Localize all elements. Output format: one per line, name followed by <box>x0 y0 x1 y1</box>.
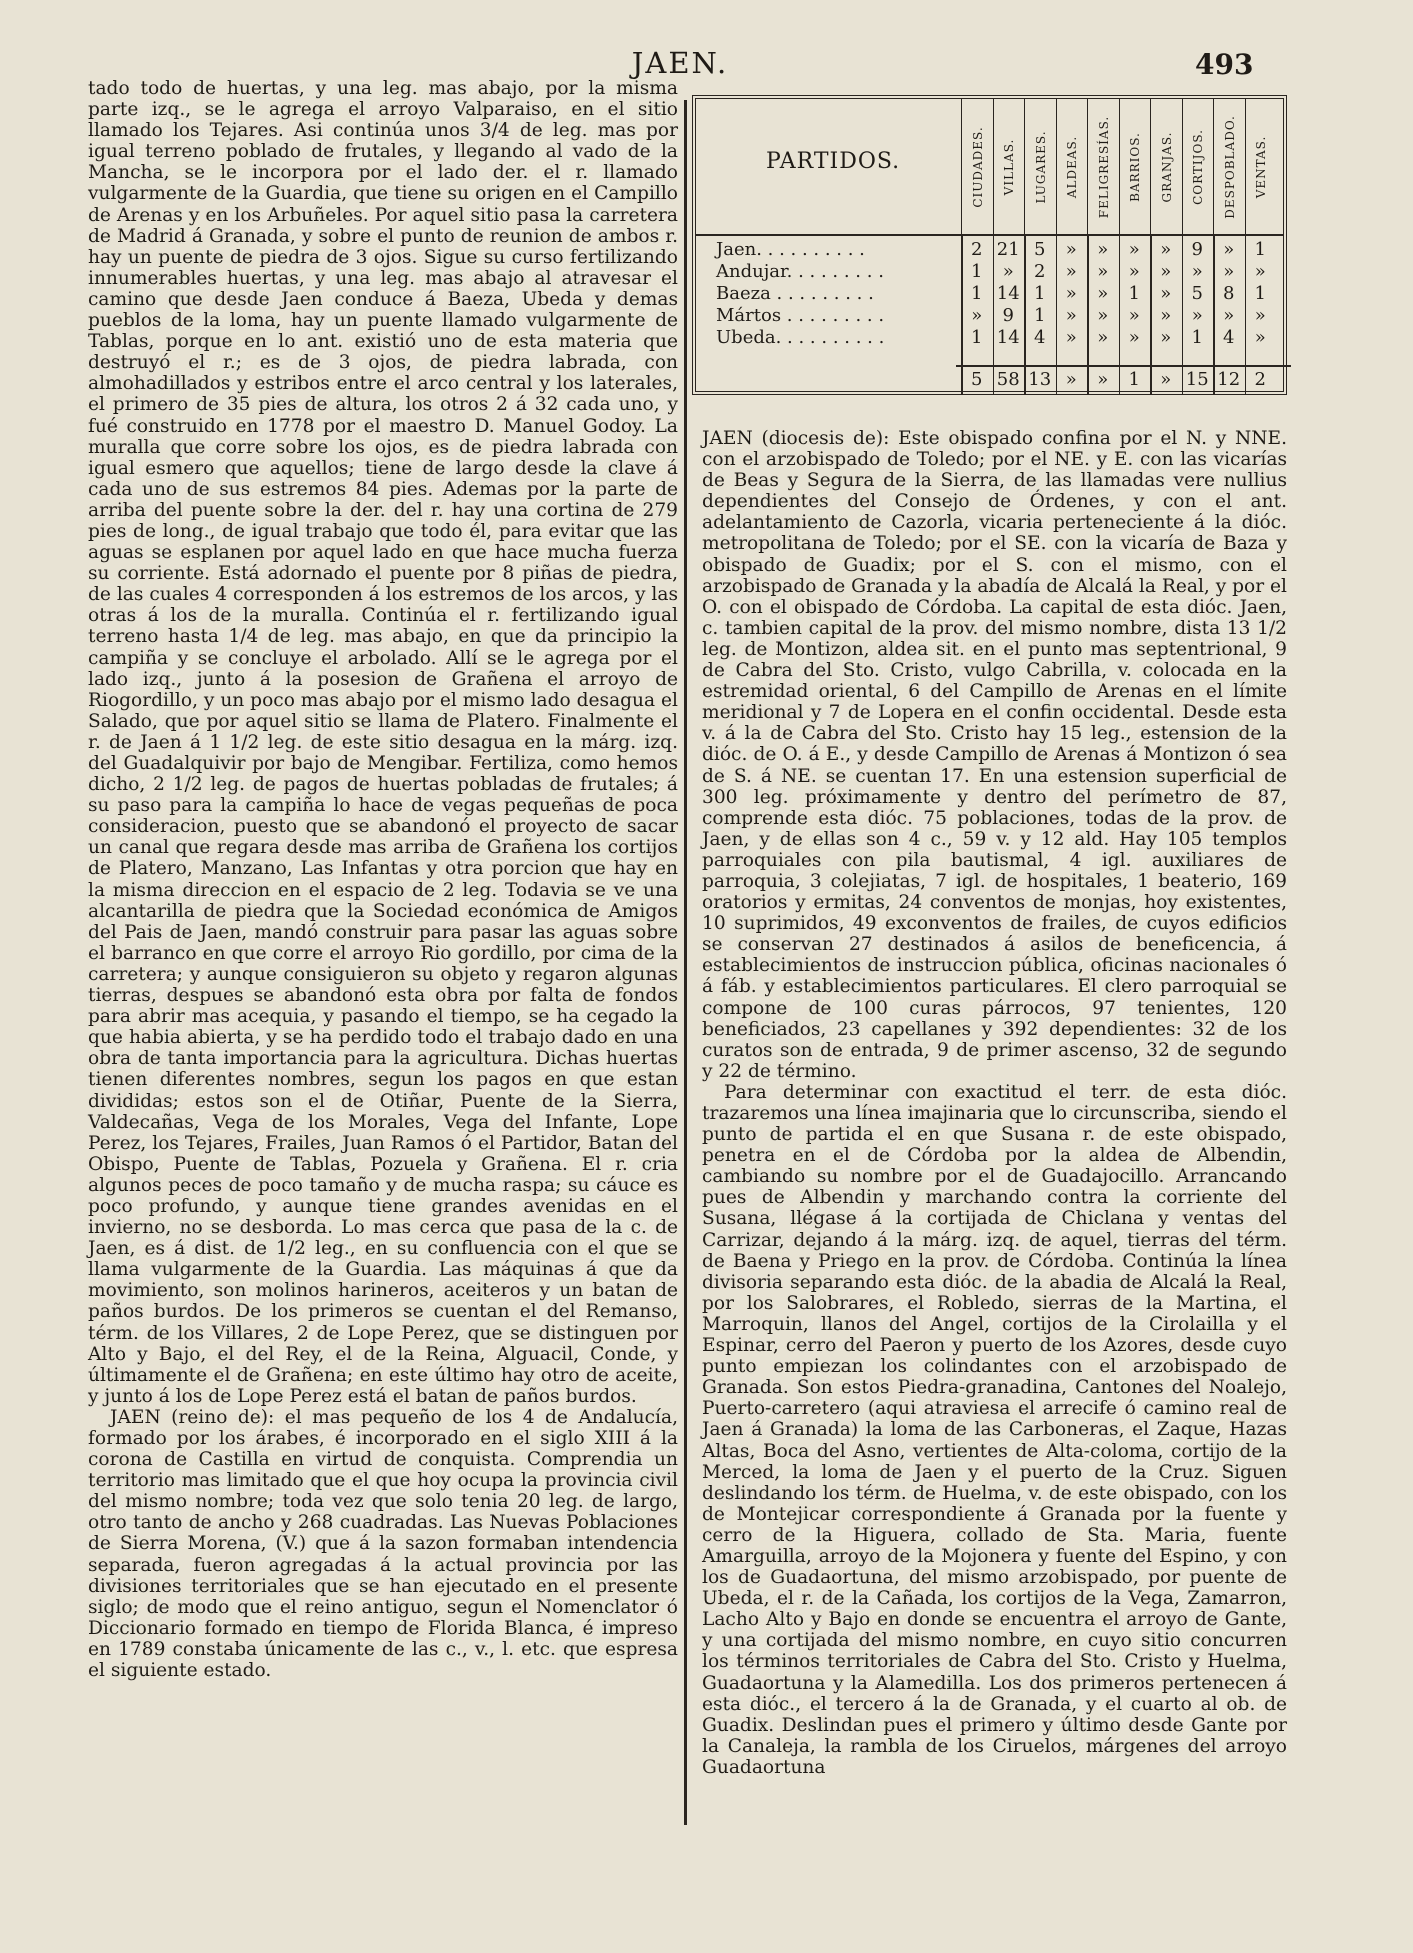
table-cell: » <box>1160 305 1172 326</box>
table-cell: 1 <box>971 261 983 282</box>
right-paragraph-1: JAEN (diocesis de): Este obispado confina por el N. y NNE. con el arzobispado de Toledo; por el NE. y E. con las vicarías de Beas y Segura de la Sierra, de las llamadas vere nullius dependientes del Consejo de Órdenes, y con el ant. adelantamiento de Cazorla, vicaria perteneciente á la dióc. metropolitana de Toledo; por el SE. con la vicaría de Baza y obispado de Guadix; por el S. con el mismo, con el arzobispado de Granada y la abadía de Alcalá la Real, y por el O. con el obispado de Córdoba. La capital de esta dióc. Jaen, c. tambien capital de la prov. del mismo nombre, dista 13 1/2 leg. de Montizon, aldea sit. en el punto mas septentrional, 9 de Cabra del Sto. Cristo, vulgo Cabrilla, v. colocada en la estremidad oriental, 6 del Campillo de Arenas en el límite meridional y 7 de Lopera en el confin occidental. Desde esta v. á la de Cabra del Sto. Cristo hay 15 leg., estension de la dióc. de O. á E., y desde Campillo de Arenas á Montizon ó sea de S. á NE. se cuentan 17. En una estension superficial de 300 leg. próximamente y dentro del perímetro de 87, comprende esta dióc. 75 poblaciones, todas de la prov. de Jaen, y de ellas son 4 c., 59 v. y 12 ald. Hay 105 templos parroquiales con pila bautismal, 4 igl. auxiliares de parroquia, 3 colejiatas, 7 igl. de hospitales, 1 beaterio, 169 oratorios y ermitas, 24 conventos de monjas, hoy existentes, 10 suprimidos, 49 exconventos de frailes, de cuyos edificios se conservan 27 destinados á asilos de beneficencia, á establecimientos de instruccion pública, oficinas nacionales ó á fáb. y establecimientos particulares. El clero parroquial se compone de 100 curas párrocos, 97 tenientes, 120 beneficiados, 23 capellanes y 392 dependientes: 32 de los curatos son de entrada, 9 de primer ascenso, 32 de segundo y 22 de término. <box>702 428 1287 1082</box>
column-header <box>1087 99 1120 234</box>
table-cell: » <box>1223 305 1235 326</box>
total-cell: 5 <box>971 369 983 390</box>
table-cell: » <box>1097 239 1109 260</box>
column-header-label: FELIGRESÍAS. <box>1096 115 1111 218</box>
right-paragraph-2: Para determinar con exactitud el terr. de esta dióc. trazaremos una línea imajinaria que lo circunscriba, siendo el punto de partida el en que Susana r. de este obispado, penetra en el de Córdoba por la aldea de Albendin, cambiando su nombre por el de Guadajocillo. Arrancando pues de Albendin y marchando contra la corriente del Susana, llégase á la cortijada de Chiclana y ventas del Carrizar, dejando á la márg. izq. de aquel, tierras del térm. de Baena y Priego en la prov. de Córdoba. Continúa la línea divisoria separando esta dióc. de la abadia de Alcalá la Real, por los Salobrares, el Robledo, sierras de la Martina, el Marroquin, llanos del Angel, cortijos de la Cirolailla y el Espinar, cerro del Paeron y puerto de los Azores, desde cuyo punto empiezan los colindantes con el arzobispado de Granada. Son estos Piedra-granadina, Cantones del Noalejo, Puerto-carretero (aqui atraviesa el arrecife ó camino real de Jaen á Granada) la loma de las Carboneras, el Zaque, Hazas Altas, Boca del Asno, vertientes de Alta-coloma, cortijo de la Merced, la loma de Jaen y el puerto de la Cruz. Siguen deslindando los térm. de Huelma, v. de este obispado, con los de Montejicar correspondiente á Granada por la fuente y cerro de la Higuera, collado de Sta. Maria, fuente Amarguilla, arroyo de la Mojonera y fuente del Espino, y con los de Guadaortuna, del mismo arzobispado, por puente de Ubeda, el r. de la Cañada, los cortijos de la Vega, Zamarron, Lacho Alto y Bajo en donde se encuentra el arroyo de Gante, y una cortijada del mismo nombre, en cuyo sitio concurren los términos territoriales de Cabra del Sto. Cristo y Huelma, Guadaortuna y la Alamedilla. Los dos primeros pertenecen á esta dióc., el tercero á la de Granada, y el cuarto al ob. de Guadix. Deslindan pues el primero y último desde Gante por la Canaleja, la rambla de los Ciruelos, márgenes del arroyo Guadaortuna <box>702 1081 1287 1778</box>
column-header <box>1119 99 1152 234</box>
table-cell: 21 <box>996 239 1020 260</box>
totals-row <box>696 369 1283 389</box>
table-cell: » <box>1065 261 1077 282</box>
table-cell: 4 <box>1223 327 1235 348</box>
row-name: Mártos . . . . . . . . . <box>716 305 885 326</box>
total-cell: 58 <box>996 369 1020 390</box>
total-cell: 15 <box>1185 369 1209 390</box>
table-cell: » <box>1128 261 1140 282</box>
total-cell: 1 <box>1128 369 1140 390</box>
table-cell: 1 <box>1034 283 1046 304</box>
table-cell: » <box>1128 239 1140 260</box>
table-cell: » <box>1254 305 1266 326</box>
table-row <box>696 305 1283 325</box>
table-cell: » <box>1065 305 1077 326</box>
table-cell: » <box>1191 261 1203 282</box>
column-header <box>1024 99 1057 234</box>
table-cell: » <box>1002 261 1014 282</box>
table-cell: » <box>1254 261 1266 282</box>
column-header-label: LUGARES. <box>1033 129 1048 204</box>
column-header-label: CIUDADES. <box>970 125 985 208</box>
table-cell: 14 <box>996 283 1020 304</box>
right-column <box>702 428 1287 1778</box>
table-cell: » <box>1097 305 1109 326</box>
table-cell: 1 <box>1254 283 1266 304</box>
page-number: 493 <box>1195 48 1254 81</box>
column-header-label: CORTIJOS. <box>1191 128 1206 205</box>
column-header-label: VILLAS. <box>1002 138 1017 195</box>
table-row <box>696 261 1283 281</box>
totals-rule <box>956 365 1291 367</box>
table-cell: » <box>1160 261 1172 282</box>
row-name: Jaen. . . . . . . . . . <box>716 239 865 260</box>
table-cell: 5 <box>1191 283 1203 304</box>
table-cell: » <box>1128 327 1140 348</box>
column-header-label: DESPOBLADO. <box>1222 114 1237 219</box>
table-cell: 1 <box>1034 305 1046 326</box>
table-cell: 1 <box>971 283 983 304</box>
table-cell: » <box>1065 239 1077 260</box>
table-cell: 2 <box>1034 261 1046 282</box>
table-cell: » <box>1065 327 1077 348</box>
table-cell: 5 <box>1034 239 1046 260</box>
total-cell: » <box>1065 369 1077 390</box>
table-cell: 1 <box>1191 327 1203 348</box>
column-header <box>1182 99 1215 234</box>
table-cell: » <box>1128 305 1140 326</box>
left-column <box>88 78 678 1681</box>
table-cell: » <box>1191 305 1203 326</box>
column-header-label: VENTAS. <box>1254 135 1269 198</box>
column-header-label: ALDEAS. <box>1065 135 1080 198</box>
table-cell: » <box>1254 327 1266 348</box>
table-cell: » <box>971 305 983 326</box>
table-cell: 1 <box>1254 239 1266 260</box>
total-cell: 13 <box>1028 369 1052 390</box>
table-cell: 8 <box>1223 283 1235 304</box>
table-title: PARTIDOS. <box>766 149 901 174</box>
table-cell: 14 <box>996 327 1020 348</box>
column-header-label: GRANJAS. <box>1159 131 1174 202</box>
table-cell: » <box>1097 261 1109 282</box>
running-title: JAEN. <box>631 46 729 80</box>
table-cell: » <box>1160 327 1172 348</box>
table-cell: 9 <box>1191 239 1203 260</box>
table-cell: » <box>1160 283 1172 304</box>
row-name: Baeza . . . . . . . . . <box>716 283 874 304</box>
table-cell: 9 <box>1002 305 1014 326</box>
table-cell: » <box>1097 283 1109 304</box>
column-header <box>1150 99 1183 234</box>
row-name: Andujar. . . . . . . . . <box>716 261 884 282</box>
column-header <box>961 99 994 234</box>
column-divider <box>684 100 687 1825</box>
left-paragraph-2: JAEN (reino de): el mas pequeño de los 4 de Andalucía, formado por los árabes, é incorporado en el siglo XIII á la corona de Castilla en virtud de conquista. Comprendia un territorio mas limitado que el que hoy ocupa la provincia civil del mismo nombre; toda vez que solo tenia 20 leg. de largo, otro tanto de ancho y 268 cuadradas. Las Nuevas Poblaciones de Sierra Morena, (V.) que á la sazon formaban intendencia separada, fueron agregadas á la actual provincia por las divisiones territoriales que se han ejecutado en el presente siglo; de modo que el reino antiguo, segun el Nomenclator ó Diccionario formado en tiempo de Florida Blanca, é impreso en 1789 constaba únicamente de las c., v., l. etc. que espresa el siguiente estado. <box>88 1406 678 1682</box>
column-header <box>1213 99 1246 234</box>
column-header <box>1245 99 1278 234</box>
total-cell: 12 <box>1217 369 1241 390</box>
partidos-table <box>692 95 1287 395</box>
table-cell: » <box>1097 327 1109 348</box>
row-name: Ubeda. . . . . . . . . . <box>716 327 885 348</box>
table-cell: 1 <box>1128 283 1140 304</box>
table-cell: 1 <box>971 327 983 348</box>
table-row <box>696 239 1283 259</box>
table-cell: 2 <box>971 239 983 260</box>
table-cell: » <box>1223 239 1235 260</box>
table-cell: » <box>1223 261 1235 282</box>
table-cell: » <box>1065 283 1077 304</box>
table-cell: 4 <box>1034 327 1046 348</box>
table-cell: » <box>1160 239 1172 260</box>
total-cell: » <box>1097 369 1109 390</box>
total-cell: » <box>1160 369 1172 390</box>
column-header-label: BARRIOS. <box>1128 131 1143 202</box>
total-cell: 2 <box>1254 369 1266 390</box>
left-paragraph-1: tado todo de huertas, y una leg. mas abajo, por la misma parte izq., se le agrega el arroyo Valparaiso, en el sitio llamado los Tejares. Asi continúa unos 3/4 de leg. mas por igual terreno poblado de frutales, y llegando al vado de la Mancha, se le incorpora por el lado der. el r. llamado vulgarmente de la Guardia, que tiene su origen en el Campillo de Arenas y en los Arbuñeles. Por aquel sitio pasa la carretera de Madrid á Granada, y sobre el punto de reunion de ambos r. hay un puente de piedra de 3 ojos. Sigue su curso fertilizando innumerables huertas, y una leg. mas abajo al atravesar el camino que desde Jaen conduce á Baeza, Ubeda y demas pueblos de la loma, hay un puente llamado vulgarmente de Tablas, porque en lo ant. existió uno de esta materia que destruyó el r.; es de 3 ojos, de piedra labrada, con almohadillados y estribos entre el arco central y los laterales, el primero de 35 pies de altura, los otros 2 á 32 cada uno, y fué construido en 1778 por el maestro D. Manuel Godoy. La muralla que corre sobre los ojos, es de piedra labrada con igual esmero que aquellos; tiene de largo desde la clave á cada uno de sus estremos 84 pies. Ademas por la parte de arriba del puente sobre la der. del r. hay una cortina de 279 pies de long., de igual trabajo que todo él, para evitar que las aguas se esplanen por aquel lado en que hace mucha fuerza su corriente. Está adornado el puente por 8 piñas de piedra, de las cuales 4 corresponden á los estremos de los arcos, y las otras á los de la muralla. Continúa el r. fertilizando igual terreno hasta 1/4 de leg. mas abajo, en que da principio la campiña y se concluye el arbolado. Allí se le agrega por el lado izq., junto á la posesion de Grañena el arroyo de Riogordillo, y un poco mas abajo por el mismo lado desagua el Salado, que por aquel sitio se llama de Platero. Finalmente el r. de Jaen á 1 1/2 leg. de este sitio desagua en la márg. izq. del Guadalquivir por bajo de Mengibar. Fertiliza, como hemos dicho, 2 1/2 leg. de pagos de huertas pobladas de frutales; á su paso para la campiña lo hace de vegas pequeñas de poca consideracion, puesto que se abandonó el proyecto de sacar un canal que regara desde mas arriba de Grañena los cortijos de Platero, Manzano, Las Infantas y otra porcion que hay en la misma direccion en el espacio de 2 leg. Todavia se ve una alcantarilla de piedra que la Sociedad económica de Amigos del Pais de Jaen, mandó construir para pasar las aguas sobre el barranco en que corre el arroyo Rio gordillo, por cima de la carretera; y aunque consiguieron su objeto y regaron algunas tierras, despues se abandonó esta obra por falta de fondos para abrir mas acequia, y pasando el tiempo, se ha cegado la que habia abierta, y se ha perdido todo el trabajo dado en una obra de tanta importancia para la agricultura. Dichas huertas tienen diferentes nombres, segun los pagos en que estan divididas; estos son el de Otiñar, Puente de la Sierra, Valdecañas, Vega de los Morales, Vega del Infante, Lope Perez, los Tejares, Frailes, Juan Ramos ó el Partidor, Batan del Obispo, Puente de Tablas, Pozuela y Grañena. El r. cria algunos peces de poco tamaño y de mucha raspa; su cáuce es poco profundo, y aunque tiene grandes avenidas en el invierno, no se desborda. Lo mas cerca que pasa de la c. de Jaen, es á dist. de 1/2 leg., en su confluencia con el que se llama vulgarmente de la Guardia. Las máquinas á que da movimiento, son molinos harineros, aceiteros y un batan de paños burdos. De los primeros se cuentan el del Remanso, térm. de los Villares, 2 de Lope Perez, que se distinguen por Alto y Bajo, el del Rey, el de la Reina, Alguacil, Conde, y últimamente el de Grañena; en este último hay otro de aceite, y junto á los de Lope Perez está el batan de paños burdos. <box>88 78 678 1407</box>
table-row <box>696 283 1283 303</box>
table-row <box>696 327 1283 347</box>
column-header <box>1056 99 1089 234</box>
column-header <box>993 99 1026 234</box>
